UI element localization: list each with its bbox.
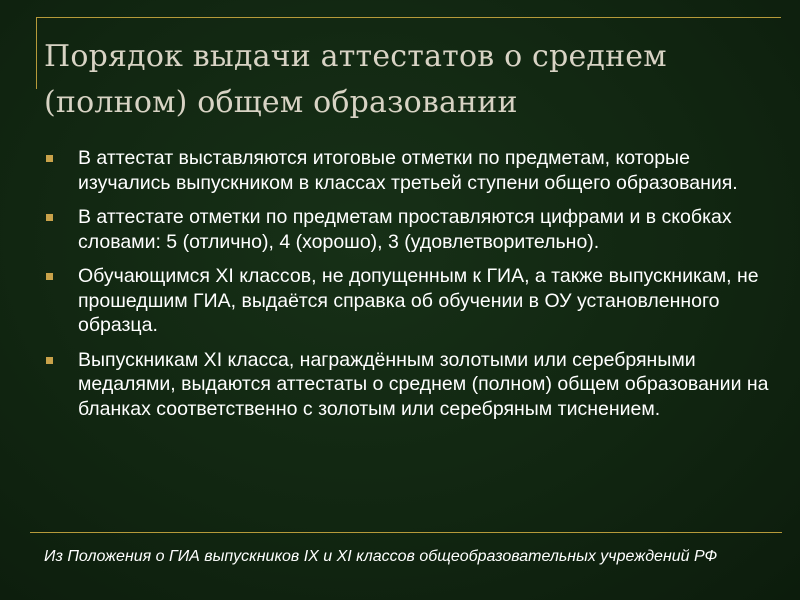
source-footnote: Из Положения о ГИА выпускников IX и XI классов общеобразовательных учреждений РФ (44, 548, 718, 565)
bullet-item (44, 205, 779, 254)
bullet-text: Обучающимся XI классов, не допущенным к ГИА, а также выпускникам, не прошедшим ГИА, выдаётся справка об обучении в ОУ установленного образца. (78, 265, 759, 336)
bullet-item (44, 348, 779, 422)
square-bullet-icon (46, 357, 53, 364)
frame-top-line (36, 17, 781, 18)
bullet-item (44, 264, 779, 338)
square-bullet-icon (46, 273, 53, 280)
bullet-text: В аттестате отметки по предметам проставляются цифрами и в скобках словами: 5 (отлично), 4 (хорошо), 3 (удовлетворительно). (78, 206, 732, 253)
bullet-item (44, 146, 779, 195)
square-bullet-icon (46, 214, 53, 221)
bullet-text: Выпускникам XI класса, награждённым золотыми или серебряными медалями, выдаются аттестаты о среднем (полном) общем образовании на бланках соответственно с золотым или серебряным тиснением. (78, 348, 769, 420)
slide-title: Порядок выдачи аттестатов о среднем (полном) общем образовании (44, 39, 667, 120)
bullet-list (44, 146, 779, 431)
frame-bottom-line (30, 532, 782, 533)
frame-left-line (36, 17, 37, 89)
square-bullet-icon (46, 155, 53, 162)
bullet-text: В аттестат выставляются итоговые отметки по предметам, которые изучались выпускником в классах третьей ступени общего образования. (78, 147, 738, 194)
